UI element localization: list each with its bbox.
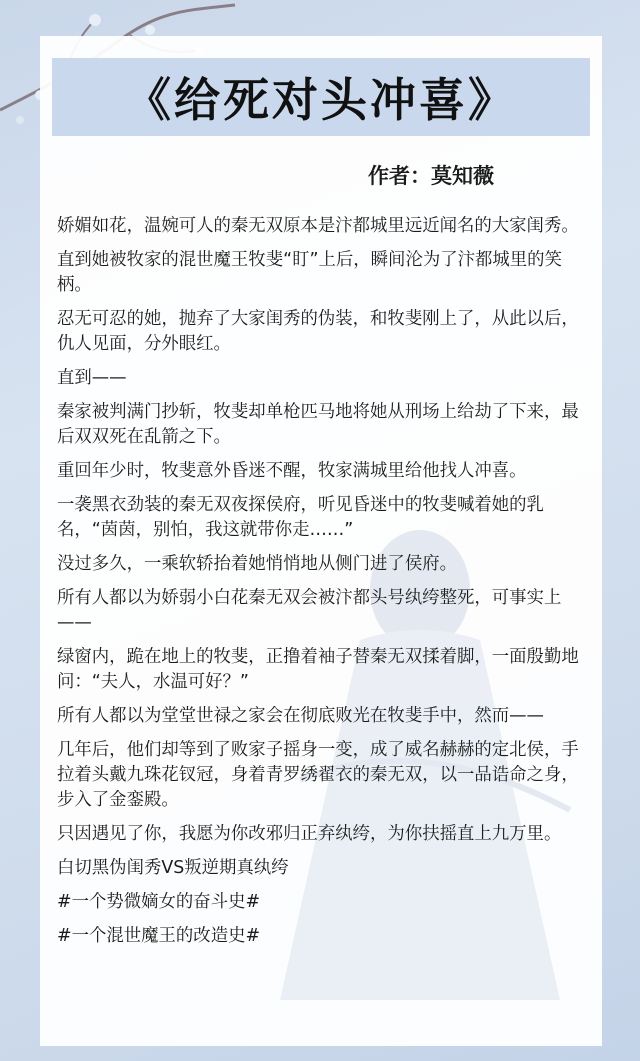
- tagline: 白切黑伪闺秀VS叛逆期真纨绔: [57, 858, 289, 878]
- book-title: 《给死对头冲喜》: [125, 73, 517, 127]
- hashtag: #一个混世魔王的改造史#: [57, 926, 261, 946]
- synopsis-paragraph: 秦家被判满门抄斩，牧斐却单枪匹马地将她从刑场上给劫了下来，最后双双死在乱箭之下。: [57, 402, 579, 447]
- synopsis-paragraph: 忍无可忍的她，抛弃了大家闺秀的伪装，和牧斐刚上了，从此以后，仇人见面，分外眼红。: [57, 309, 579, 354]
- synopsis-paragraph: 一袭黑衣劲装的秦无双夜探侯府，听见昏迷中的牧斐喊着她的乳名，“茵茵，别怕，我这就带你走……”: [57, 495, 544, 540]
- synopsis-paragraph: 只因遇见了你，我愿为你改邪归正弃纨绔，为你扶摇直上九万里。: [57, 824, 562, 844]
- hashtag: #一个势微嫡女的奋斗史#: [57, 892, 261, 912]
- synopsis-paragraph: 直到——: [57, 368, 127, 388]
- synopsis-paragraph: 没过多久，一乘软轿抬着她悄悄地从侧门进了侯府。: [57, 554, 457, 574]
- synopsis-paragraph: 所有人都以为娇弱小白花秦无双会被汴都头号纨绔整死，可事实上——: [57, 588, 562, 633]
- author-line: 作者：莫知薇: [368, 164, 494, 188]
- title-banner: [52, 58, 590, 136]
- synopsis-paragraph: 绿窗内，跪在地上的牧斐，正撸着袖子替秦无双揉着脚，一面殷勤地问：“夫人，水温可好？”: [57, 647, 579, 692]
- synopsis-paragraph: 几年后，他们却等到了败家子摇身一变，成了威名赫赫的定北侯，手拉着头戴九珠花钗冠，身着青罗绣翟衣的秦无双，以一品诰命之身，步入了金銮殿。: [57, 740, 579, 810]
- synopsis-body: [57, 214, 589, 958]
- synopsis-paragraph: 娇媚如花，温婉可人的秦无双原本是汴都城里远近闻名的大家闺秀。: [57, 216, 579, 236]
- synopsis-paragraph: 重回年少时，牧斐意外昏迷不醒，牧家满城里给他找人冲喜。: [57, 461, 527, 481]
- synopsis-paragraph: 直到她被牧家的混世魔王牧斐“盯”上后，瞬间沦为了汴都城里的笑柄。: [57, 250, 562, 295]
- synopsis-paragraph: 所有人都以为堂堂世禄之家会在彻底败光在牧斐手中，然而——: [57, 706, 544, 726]
